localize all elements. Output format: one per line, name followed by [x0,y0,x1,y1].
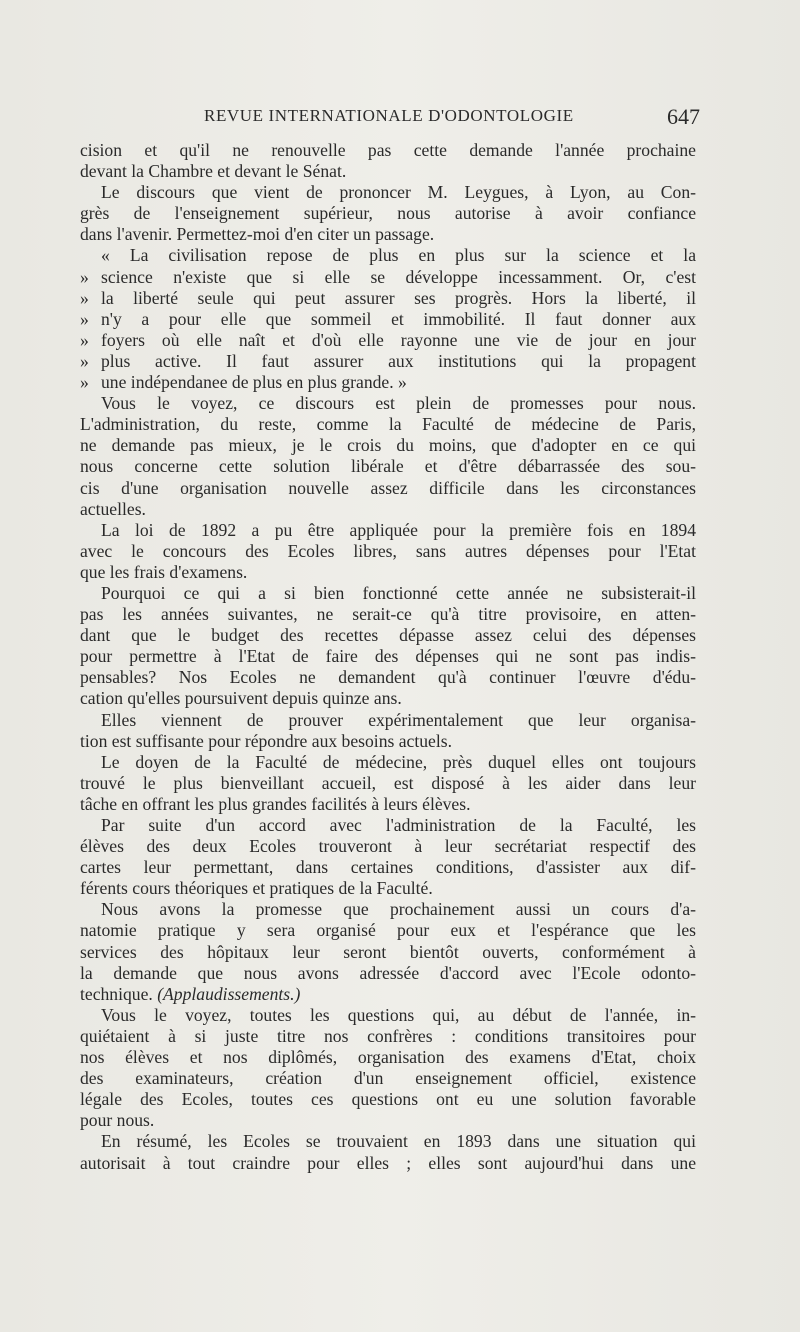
line-text: Pourquoi ce qui a si bien fonctionné cette année ne subsisterait-il [101,582,696,603]
text-line [80,224,696,245]
text-line [80,456,696,477]
text-line [80,625,696,646]
page-number: 647 [667,104,700,129]
text-line [80,140,696,161]
body-text [80,140,696,1174]
text-line [80,963,696,984]
text-line [80,604,696,625]
line-text: L'administration, du reste, comme la Faculté de médecine de Paris, [80,414,696,435]
line-text: des examinateurs, création d'un enseignement officiel, existence [80,1068,696,1089]
text-line [80,1068,696,1089]
line-text: plus active. Il faut assurer aux institutions qui la propagent [101,350,696,371]
line-text: Vous le voyez, ce discours est plein de promesses pour nous. [101,393,696,414]
text-line [80,878,696,899]
line-text: pas les années suivantes, ne serait-ce qu'à titre provisoire, en atten- [80,604,696,625]
quote-mark: » [80,329,89,350]
text-line [80,710,696,731]
line-text: devant la Chambre et devant le Sénat. [80,161,347,182]
text-line [80,1005,696,1026]
text-line [80,1089,696,1110]
text-line [80,330,696,351]
text-line [80,309,696,330]
line-text: En résumé, les Ecoles se trouvaient en 1893 dans une situation qui [101,1131,696,1152]
text-line [80,1110,696,1131]
text-line [80,203,696,224]
line-text: dant que le budget des recettes dépasse assez celui des dépenses [80,625,696,646]
quote-mark: » [80,266,89,287]
line-text: actuelles. [80,498,146,519]
text-line [80,499,696,520]
quote-mark: » [80,308,89,329]
text-line [80,478,696,499]
text-line [80,1131,696,1152]
text-line [80,267,696,288]
text-line [80,942,696,963]
text-line [80,245,696,266]
line-text: grès de l'enseignement supérieur, nous autorise à avoir confiance [80,203,696,224]
line-text: science n'existe que si elle se développe incessamment. Or, c'est [101,266,696,287]
line-text: tâche en offrant les plus grandes facilités à leurs élèves. [80,793,471,814]
line-text: « La civilisation repose de plus en plus sur la science et la [101,245,696,266]
text-line [80,667,696,688]
text-line [80,815,696,836]
line-text: férents cours théoriques et pratiques de la Faculté. [80,878,433,899]
text-line [80,288,696,309]
line-text: la demande que nous avons adressée d'accord avec l'Ecole odonto- [80,962,696,983]
line-text: élèves des deux Ecoles trouveront à leur secrétariat respectif des [80,836,696,857]
line-text: pour permettre à l'Etat de faire des dépenses qui ne sont pas indis- [80,646,696,667]
line-text: ne demande pas mieux, je le crois du moins, que d'adopter en ce qui [80,435,696,456]
line-text: la liberté seule qui peut assurer ses progrès. Hors la liberté, il [101,287,696,308]
line-text: La loi de 1892 a pu être appliquée pour la première fois en 1894 [101,519,696,540]
line-text: n'y a pour elle que sommeil et immobilité. Il faut donner aux [101,308,696,329]
line-text: trouvé le plus bienveillant accueil, est disposé à les aider dans leur [80,772,696,793]
line-text: Le doyen de la Faculté de médecine, près duquel elles ont toujours [101,751,696,772]
line-text: autorisait à tout craindre pour elles ; elles sont aujourd'hui dans une [80,1152,696,1173]
running-header [80,104,700,130]
line-text: natomie pratique y sera organisé pour eux et l'espérance que les [80,920,696,941]
line-text: services des hôpitaux leur seront bientôt ouverts, conformément à [80,941,696,962]
text-line [80,899,696,920]
quote-mark: » [80,287,89,308]
text-line [80,1026,696,1047]
text-line [80,794,696,815]
text-line [80,688,696,709]
text-line [80,583,696,604]
line-text: Par suite d'un accord avec l'administration de la Faculté, les [101,815,696,835]
text-line [80,1047,696,1068]
line-text: tion est suffisante pour répondre aux besoins actuels. [80,730,452,751]
text-line [80,435,696,456]
line-text: Nous avons la promesse que prochainement aussi un cours d'a- [101,899,696,920]
line-text: pour nous. [80,1110,155,1131]
italic-text: (Applaudissements.) [157,983,301,1004]
line-text: que les frais d'examens. [80,561,248,582]
line-text: pensables? Nos Ecoles ne demandent qu'à continuer l'œuvre d'édu- [80,667,696,688]
text-line [80,731,696,752]
journal-title: REVUE INTERNATIONALE D'ODONTOLOGIE [204,106,574,125]
text-line [80,562,696,583]
text-line [80,351,696,372]
line-text: foyers où elle naît et d'où elle rayonne une vie de jour en jour [101,329,696,350]
text-line [80,1153,696,1174]
line-text: dans l'avenir. Permettez-moi d'en citer un passage. [80,224,435,245]
line-text: technique. [80,983,153,1004]
text-line [80,372,696,393]
text-line [80,752,696,773]
line-text: cis d'une organisation nouvelle assez difficile dans les circonstances [80,477,696,498]
line-text: légale des Ecoles, toutes ces questions ont eu une solution favorable [80,1089,696,1110]
line-text: Le discours que vient de prononcer M. Leygues, à Lyon, au Con- [101,182,696,203]
text-line [80,920,696,941]
text-line [80,182,696,203]
text-line [80,520,696,541]
line-text: cartes leur permettant, dans certaines conditions, d'assister aux dif- [80,857,696,878]
line-text: nos élèves et nos diplômés, organisation des examens d'Etat, choix [80,1047,696,1068]
quote-mark: » [80,372,89,393]
text-line [80,857,696,878]
text-line [80,414,696,435]
text-line [80,393,696,414]
text-line [80,773,696,794]
text-line [80,161,696,182]
text-line [80,984,696,1005]
line-text: cation qu'elles poursuivent depuis quinze ans. [80,688,402,709]
line-text: nous concerne cette solution libérale et d'être débarrassée des sou- [80,456,696,477]
quote-mark: » [80,350,89,371]
text-line [80,646,696,667]
line-text: Elles viennent de prouver expérimentalement que leur organisa- [101,709,696,730]
line-text: avec le concours des Ecoles libres, sans autres dépenses pour l'Etat [80,540,696,561]
line-text: une indépendanee de plus en plus grande. » [101,372,407,393]
text-line [80,836,696,857]
line-text: quiétaient à si juste titre nos confrères : conditions transitoires pour [80,1025,696,1046]
line-text: cision et qu'il ne renouvelle pas cette demande l'année prochaine [80,140,696,160]
line-text: Vous le voyez, toutes les questions qui, au début de l'année, in- [101,1004,696,1025]
text-line [80,541,696,562]
